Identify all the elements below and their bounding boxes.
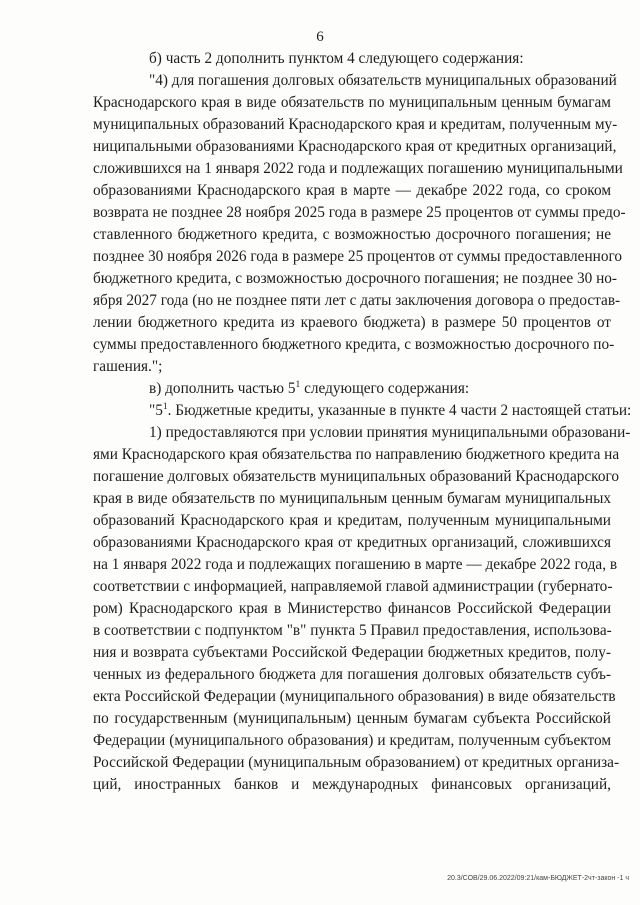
text-line [149,70,617,92]
text-line [93,246,623,268]
text-line [93,312,611,334]
line-text: муниципальных образований Краснодарского края и кредитам, полученным му- [93,116,618,133]
line-text: ченных из федерального бюджета для погашения долговых обязательств субъ- [93,666,611,683]
footer-stamp: 20.3/СОВ/29.06.2022/09:21/кам-БЮДЖЕТ-2чт-закон -1 ч [447,875,629,882]
line-text: образованиями Краснодарского края в марте — декабре 2022 года, со сроком [93,182,611,199]
text-line [93,598,611,620]
line-text: края в виде обязательств по муниципальным ценным бумагам муниципальных [93,490,611,507]
text-line [93,532,611,554]
line-text: бюджетного кредита, с возможностью досрочного погашения; не позднее 30 но- [93,270,618,287]
text-line [149,422,631,444]
line-text: лении бюджетного кредита из краевого бюджета) в размере 50 процентов от [93,314,611,331]
text-line [93,642,611,664]
text-line [93,708,611,730]
line-text: ября 2027 года (но не позднее пяти лет с даты заключения договора о предостав- [93,292,621,309]
text-line [149,48,524,70]
line-text-tail: следующего содержания: [300,380,470,397]
text-line [93,114,618,136]
line-text: екта Российской Федерации (муниципального образования) в виде обязательств [93,688,616,705]
line-text: погашение долговых обязательств муниципальных образований Краснодарского [93,468,620,485]
text-line [93,576,611,598]
line-text: ями Краснодарского края обязательства по направлению бюджетного кредита на [93,446,620,463]
text-line [93,774,611,796]
line-text: сложившихся на 1 января 2022 года и подлежащих погашению муниципальными [93,160,623,177]
line-text: Краснодарского края в виде обязательств по муниципальным ценным бумагам [93,94,611,111]
line-text: Российской Федерации (муниципальным образованием) от кредитных организа- [93,754,620,771]
text-line [93,224,611,246]
superscript-marker: 1 [295,380,301,390]
line-text: на 1 января 2022 года и подлежащих погашению в марте — декабре 2022 года, в [93,556,618,573]
line-text: образований Краснодарского края и кредитам, полученным муниципальными [93,512,611,529]
superscript-marker: 1 [162,402,168,412]
text-line [93,664,611,686]
text-line [93,92,611,114]
line-text: по государственным (муниципальным) ценным бумагам субъекта Российской [93,710,611,727]
line-text: Федерации (муниципального образования) и кредитам, полученным субъектом [93,732,611,749]
line-text-tail: . Бюджетные кредиты, указанные в пункте 4 части 2 настоящей статьи: [167,402,632,419]
line-text: возврата не позднее 28 ноября 2025 года в размере 25 процентов от суммы предо- [93,204,626,221]
text-line [93,752,620,774]
line-text: ций, иностранных банков и международных финансовых организаций, [93,776,611,793]
text-line [93,356,162,378]
line-text: суммы предоставленного бюджетного кредита, с возможностью досрочного по- [93,336,615,353]
line-text: позднее 30 ноября 2026 года в размере 25 процентов от суммы предоставленного [93,248,623,265]
text-line [93,686,616,708]
line-text: "4) для погашения долговых обязательств муниципальных образований [149,72,617,89]
text-line [93,136,617,158]
line-text: 1) предоставляются при условии принятия муниципальными образовани- [149,424,631,441]
page-number: 6 [316,29,324,45]
line-text: ниципальными образованиями Краснодарского края от кредитных организаций, [93,138,617,155]
line-text: ния и возврата субъектами Российской Федерации бюджетных кредитов, полу- [93,644,611,661]
line-text: в соответствии с подпунктом "в" пункта 5 Правил предоставления, использова- [93,622,612,639]
text-line [93,554,618,576]
line-text: в) дополнить частью 5 [149,380,296,397]
line-text: ставленного бюджетного кредита, с возможностью досрочного погашения; не [93,226,611,243]
text-line [149,400,631,422]
text-line [93,466,620,488]
line-text: б) часть 2 дополнить пунктом 4 следующего содержания: [149,50,524,67]
text-line [93,158,623,180]
text-line [149,378,469,400]
line-text: ром) Краснодарского края в Министерство финансов Российской Федерации [93,600,611,617]
text-line [93,180,611,202]
text-line [93,444,620,466]
text-line [93,202,626,224]
text-line [93,334,615,356]
line-text: гашения."; [93,358,163,375]
text-line [93,620,611,642]
text-line [93,510,611,532]
line-text: "5 [149,402,163,419]
line-text: образованиями Краснодарского края от кредитных организаций, сложившихся [93,534,611,551]
text-line [93,268,618,290]
text-line [93,488,611,510]
text-line [93,730,611,752]
line-text: соответствии с информацией, направляемой главой администрации (губернато- [93,578,613,595]
text-line [93,290,621,312]
